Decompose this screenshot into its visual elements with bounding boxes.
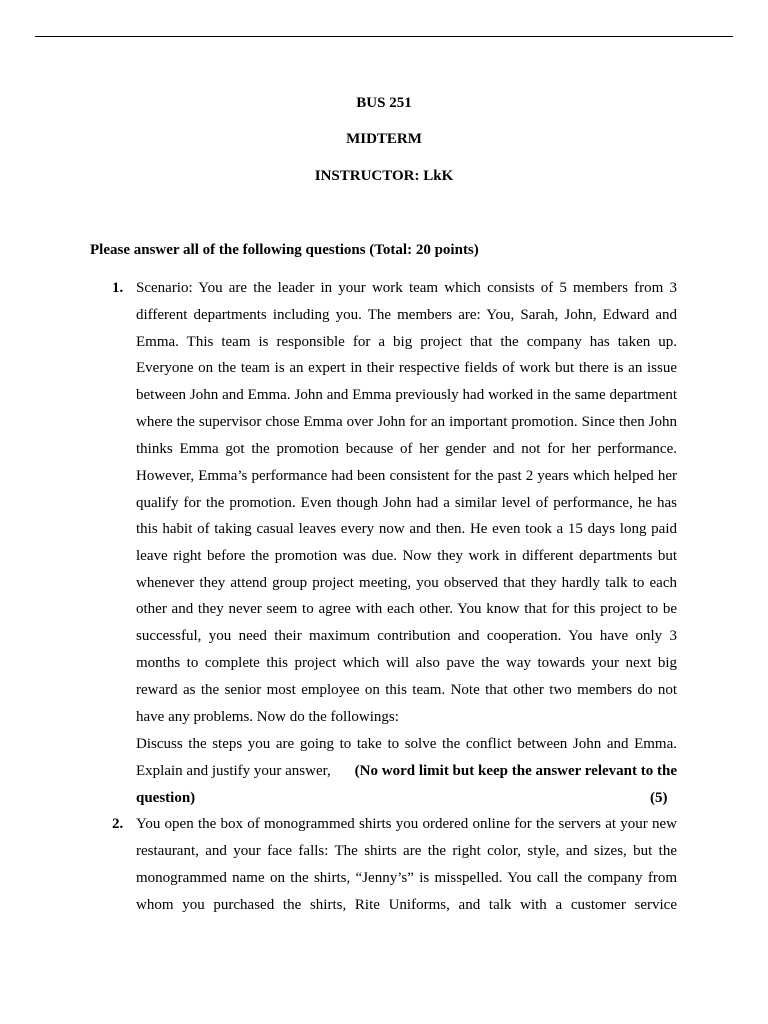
question-2-line: whom you purchased the shirts, Rite Uniforms, and talk with a customer service (136, 897, 677, 913)
exam-title: MIDTERM (346, 131, 422, 147)
question-1-line: this habit of taking casual leaves every now and then. He even took a 15 days long paid (136, 521, 677, 537)
question-1-explain-line (136, 762, 677, 780)
question-1-line: where the supervisor chose Emma over John for an important promotion. Since then John (136, 414, 677, 430)
course-code: BUS 251 (356, 95, 412, 111)
question-1-line: Everyone on the team is an expert in their respective fields of work but there is an issue (136, 360, 677, 376)
question-1-line: Scenario: You are the leader in your work team which consists of 5 members from 3 (136, 280, 677, 296)
question-1-line: However, Emma’s performance had been consistent for the past 2 years which helped her (136, 468, 677, 484)
question-1-line: Emma. This team is responsible for a big project that the company has taken up. (136, 334, 677, 350)
word-limit-note-end: question) (136, 790, 196, 806)
question-1-line: reward as the senior most employee on this team. Note that other two members do not (136, 682, 677, 698)
question-1-points: (5) (650, 790, 668, 806)
top-rule (35, 36, 733, 37)
instructions: Please answer all of the following questions (Total: 20 points) (90, 242, 479, 258)
question-2-line: restaurant, and your face falls: The shirts are the right color, style, and sizes, but the (136, 843, 677, 859)
question-1-line: different departments including you. The members are: You, Sarah, John, Edward and (136, 307, 677, 323)
explain-text: Explain and justify your answer, (136, 763, 331, 779)
question-2-line: You open the box of monogrammed shirts you ordered online for the servers at your new (136, 816, 677, 832)
instructor-line: INSTRUCTOR: LkK (314, 168, 454, 184)
question-2-line: monogrammed name on the shirts, “Jenny’s” is misspelled. You call the company from (136, 870, 677, 886)
question-1-line: have any problems. Now do the followings: (136, 709, 399, 725)
question-2-number: 2. (112, 816, 124, 832)
question-1-line: whenever they attend group project meeting, you observed that they hardly talk to each (136, 575, 677, 591)
question-1-line: between John and Emma. John and Emma previously had worked in the same department (136, 387, 677, 403)
question-1-line: other and they never seem to agree with each other. You know that for this project to be (136, 601, 677, 617)
word-limit-note: (No word limit but keep the answer relevant to the (354, 763, 677, 779)
question-1-number: 1. (112, 280, 124, 296)
question-1-line: months to complete this project which will also pave the way towards your next big (136, 655, 677, 671)
question-1-task-line: Discuss the steps you are going to take to solve the conflict between John and Emma. (136, 736, 677, 752)
question-1-line: successful, you need their maximum contribution and cooperation. You have only 3 (136, 628, 677, 644)
question-1-line: thinks Emma got the promotion because of her gender and not for her performance. (136, 441, 677, 457)
question-1-line: qualify for the promotion. Even though John had a similar level of performance, he has (136, 495, 677, 511)
question-1-line: leave right before the promotion was due. Now they work in different departments but (136, 548, 677, 564)
